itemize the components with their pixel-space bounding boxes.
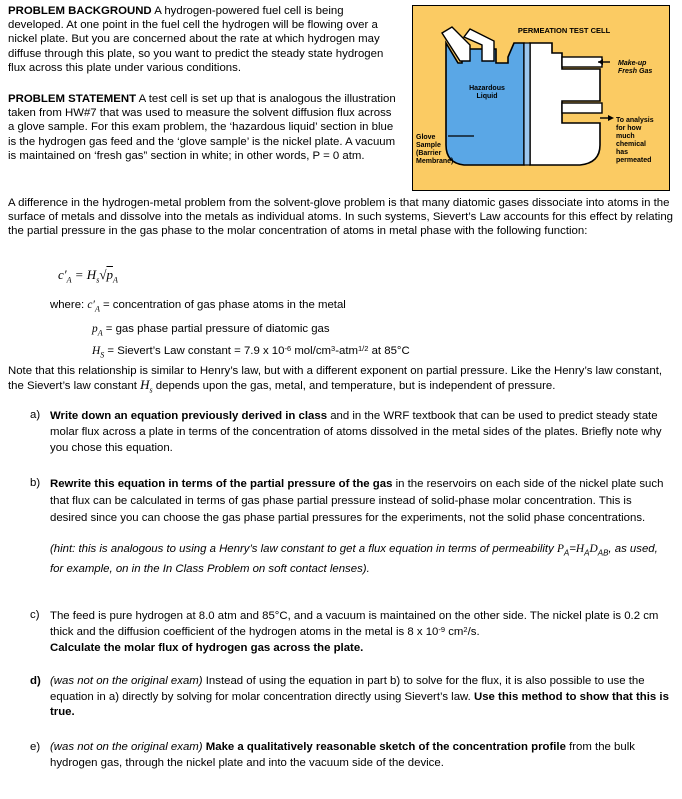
h-symbol: H bbox=[92, 345, 101, 357]
background-heading: PROBLEM BACKGROUND bbox=[8, 5, 152, 17]
intro-section bbox=[8, 4, 400, 180]
analysis-label-5: has bbox=[616, 149, 629, 156]
question-b-label: b) bbox=[30, 477, 41, 489]
hint-eq: = bbox=[569, 543, 576, 555]
question-c-exponent: -9 bbox=[438, 625, 446, 634]
question-a-bold: Write down an equation previously derived in class bbox=[50, 410, 328, 422]
formula-lhs-sub: A bbox=[66, 275, 72, 285]
figure-title: PERMEATION TEST CELL bbox=[517, 26, 611, 35]
question-d bbox=[30, 674, 672, 721]
formula-p: p bbox=[106, 267, 113, 282]
where-label: where: bbox=[50, 299, 85, 311]
question-e-text: from the bulk hydrogen gas, through the nickel plate and into the vacuum side of the device. bbox=[50, 741, 635, 769]
question-b-bold: Rewrite this equation in terms of the partial pressure of the gas bbox=[50, 478, 393, 490]
question-b bbox=[30, 476, 672, 577]
h-definition-b: mol/cm bbox=[291, 345, 332, 357]
formula-lhs: c′ bbox=[58, 267, 67, 282]
p-sub: A bbox=[97, 328, 103, 338]
question-c bbox=[30, 608, 672, 656]
background-paragraph bbox=[8, 4, 400, 75]
background-text: A hydrogen-powered fuel cell is being developed. At one point in the fuel cell the hydrogen will be flowing over a nickel plate. But you are concerned about the rate at which hydrogen may diffuse through this plate, so you want to predict the steady state hydrogen flux across this plate under various conditions. bbox=[8, 5, 384, 74]
question-b-hint bbox=[50, 541, 672, 577]
note-text-a: Note that this relationship is similar to Henry’s law, but with a different exponent on partial pressure. Like the Henry’s law constant, the Sievert’s law constant bbox=[8, 365, 663, 393]
hint-d-sub: AB bbox=[597, 548, 609, 558]
question-c-text-c: /s. bbox=[467, 626, 480, 638]
hint-h: H bbox=[575, 543, 585, 555]
formula-eq: = H bbox=[71, 267, 97, 282]
glove-label-2: Sample bbox=[416, 142, 441, 149]
sieverts-law-formula bbox=[58, 268, 118, 288]
membrane bbox=[524, 43, 530, 165]
formula-sqrt: √ bbox=[99, 267, 107, 282]
hint-text-b: , as used, for example, on in the In Class Problem on soft contact lenses). bbox=[50, 543, 658, 576]
h-exponent-2: 3 bbox=[331, 344, 336, 353]
glove-label-4: Membrane) bbox=[416, 158, 454, 165]
statement-paragraph bbox=[8, 92, 400, 163]
hazard-label-2: Liquid bbox=[476, 93, 498, 100]
hint-h-sub: A bbox=[584, 548, 590, 558]
where-p-line bbox=[92, 322, 330, 340]
bottom-port bbox=[562, 103, 602, 113]
c-definition: = concentration of gas phase atoms in the metal bbox=[99, 299, 346, 311]
note-text-b: depends upon the gas, metal, and temperature, but is independent of pressure. bbox=[152, 380, 556, 393]
question-e-label: e) bbox=[30, 741, 41, 753]
question-b-text: in the reservoirs on each side of the nickel plate such that flux can be calculated in terms of gas phase partial pressure instead of solid-phase molar concentration. This is desired since you can choose the gas phase partial pressures for the experiments, not the solid phase concentrations. bbox=[50, 478, 664, 524]
question-a-label: a) bbox=[30, 409, 41, 421]
where-h-line bbox=[92, 344, 410, 362]
hint-p: P bbox=[556, 543, 564, 555]
permeation-test-cell-figure bbox=[412, 5, 670, 191]
h-exponent-3: 1/2 bbox=[358, 344, 369, 353]
statement-text: A test cell is set up that is analogous the illustration taken from HW#7 that was used to measure the solvent diffusion flux across a glove sample. For this exam problem, the ‘hazardous liquid’ section in blue is the hydrogen gas feed and the ‘glove sample’ is the nickel plate. A vacuum is maintained on ‘fresh gas” section in white; in other words, P = 0 atm. bbox=[8, 93, 396, 162]
question-c-text-a: The feed is pure hydrogen at 8.0 atm and 85°C, and a vacuum is maintained on the other side. The nickel plate is 0.2 cm thick and the diffusion coefficient of the hydrogen atoms in the metal is 8 x 10 bbox=[50, 610, 659, 638]
analysis-label-4: chemical bbox=[616, 141, 646, 148]
question-a-text: and in the WRF textbook that can be used to predict steady state molar flux across a plate in terms of the concentration of atoms dissolved in the metal sides of the plates. Briefly note why you chose this equation. bbox=[50, 410, 662, 454]
glove-label-1: Glove bbox=[416, 134, 436, 141]
question-c-text-b: cm bbox=[445, 626, 464, 638]
h-sub: S bbox=[100, 350, 105, 360]
makeup-label-1: Make-up bbox=[618, 60, 647, 67]
hint-p-sub: A bbox=[563, 548, 570, 558]
question-e-italic: (was not on the original exam) bbox=[50, 741, 203, 753]
statement-heading: PROBLEM STATEMENT bbox=[8, 93, 137, 106]
c-symbol: c′ bbox=[87, 299, 95, 311]
formula-p-sub: A bbox=[112, 275, 118, 285]
question-c-label: c) bbox=[30, 609, 40, 621]
analysis-label-3: much bbox=[616, 133, 635, 140]
h-definition-c: -atm bbox=[335, 345, 358, 357]
h-definition-a: = Sievert’s Law constant = 7.9 x 10 bbox=[104, 345, 285, 357]
question-c-bold: Calculate the molar flux of hydrogen gas across the plate. bbox=[50, 642, 364, 654]
question-d-text: Instead of using the equation in part b) to solve for the flux, it is also possible to use the equation in a) directly by solving for molar concentration directly using Sievert’s law. bbox=[50, 675, 645, 703]
hazard-label-1: Hazardous bbox=[469, 85, 505, 92]
p-symbol: p bbox=[92, 323, 98, 335]
h-exponent: -6 bbox=[284, 344, 292, 353]
hint-text-a: (hint: this is analogous to using a Henry’s law constant to get a flux equation in terms of permeability bbox=[50, 543, 557, 555]
glove-label-3: (Barrier bbox=[416, 150, 442, 157]
question-d-label: d) bbox=[30, 675, 41, 687]
question-c-exponent-2: 2 bbox=[463, 625, 468, 634]
h-definition-d: at 85°C bbox=[368, 345, 410, 357]
difference-paragraph: A difference in the hydrogen-metal problem from the solvent-glove problem is that many diatomic gases dissociate into atoms in the surface of metals and dissolve into the metals as individual atoms. In such systems, Sievert’s Law accounts for this effect by relating the partial pressure in the gas phase to the molar concentration of atoms in metal phase with the following function: bbox=[8, 197, 673, 238]
note-paragraph bbox=[8, 364, 674, 398]
question-d-bold: Use this method to show that this is true. bbox=[50, 690, 669, 718]
analysis-label-2: for how bbox=[616, 125, 642, 132]
c-sub: A bbox=[94, 304, 100, 314]
note-symbol: H bbox=[140, 377, 150, 393]
question-a bbox=[30, 408, 672, 456]
note-sub: s bbox=[149, 385, 153, 395]
p-definition: = gas phase partial pressure of diatomic gas bbox=[102, 323, 330, 335]
analysis-label-6: permeated bbox=[616, 157, 652, 164]
makeup-label-2: Fresh Gas bbox=[618, 68, 653, 75]
hint-d: D bbox=[589, 543, 598, 555]
question-d-italic: (was not on the original exam) bbox=[50, 675, 203, 687]
top-port bbox=[562, 57, 602, 67]
question-e bbox=[30, 740, 672, 771]
question-e-bold: Make a qualitatively reasonable sketch of the concentration profile bbox=[202, 741, 566, 753]
where-c-line bbox=[50, 298, 346, 316]
analysis-label-1: To analysis bbox=[616, 117, 654, 124]
formula-h-sub: s bbox=[96, 275, 100, 285]
